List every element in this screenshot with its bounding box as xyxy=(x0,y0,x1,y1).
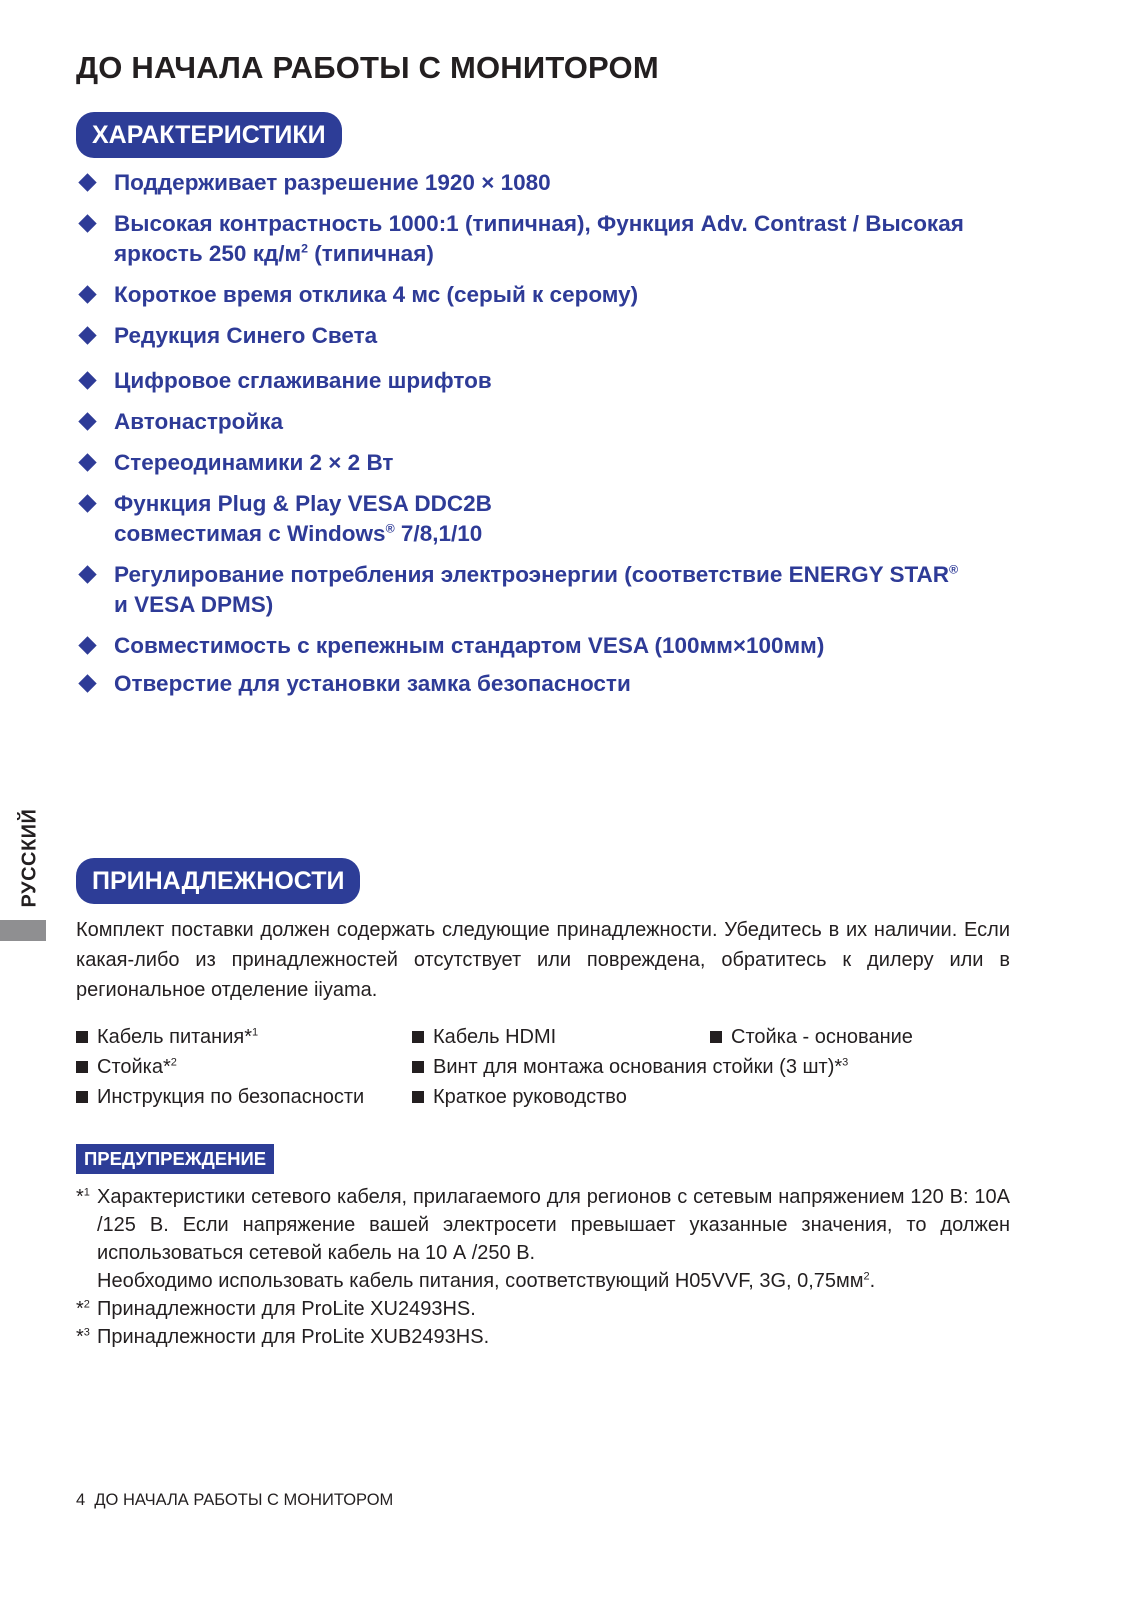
feature-item xyxy=(78,209,1038,269)
footnote-marker: *$^2$ xyxy=(76,1298,90,1320)
diamond-bullet-icon xyxy=(78,214,96,232)
feature-text: Поддерживает разрешение 1920 × 1080 xyxy=(114,170,551,195)
footnote-1 xyxy=(76,1183,1010,1295)
diamond-bullet-icon xyxy=(78,636,96,654)
accessory-item: Кабель питания*$^1$ xyxy=(76,1022,258,1052)
square-bullet-icon xyxy=(76,1091,88,1103)
square-bullet-icon xyxy=(412,1091,424,1103)
footnote-extra: Необходимо использовать кабель питания, соответствующий H05VVF, 3G, $0,75мм^2$. xyxy=(97,1270,876,1292)
feature-text: Высокая контрастность 1000:1 (типичная), Функция Adv. Contrast / Высокая xyxy=(114,211,964,236)
feature-text: Автонастройка xyxy=(114,409,283,434)
feature-text: Цифровое сглаживание шрифтов xyxy=(114,368,492,393)
language-tab-label: РУССКИЙ xyxy=(18,808,41,907)
feature-text: Регулирование потребления электроэнергии (соответствие ENERGY STAR® xyxy=(114,562,959,587)
footer-title: ДО НАЧАЛА РАБОТЫ С МОНИТОРОМ xyxy=(94,1491,394,1509)
accessory-item: Кабель HDMI xyxy=(412,1022,556,1052)
language-tab xyxy=(10,800,50,915)
warning-label: ПРЕДУПРЕЖДЕНИЕ xyxy=(76,1144,274,1174)
diamond-bullet-icon xyxy=(78,412,96,430)
accessory-item: Винт для монтажа основания стойки (3 шт)*$^3$ xyxy=(412,1052,848,1082)
footnote-text: Характеристики сетевого кабеля, прилагаемого для регионов с сетевым напряжением 120 В: 10А /125 В. Если напряжение вашей электросети превышает указанные значения, то должен использоваться сетевой кабель на 10 А /250 В. xyxy=(97,1186,1010,1264)
accessories-intro: Комплект поставки должен содержать следующие принадлежности. Убедитесь в их наличии. Если какая-либо из принадлежностей отсутствует или повреждена, обратитесь к дилеру или в региональное отделение iiyama. xyxy=(76,919,1010,1001)
diamond-bullet-icon xyxy=(78,371,96,389)
accessory-item: Стойка - основание xyxy=(710,1022,913,1052)
feature-item xyxy=(78,560,1038,620)
footnote-3 xyxy=(76,1323,1010,1351)
square-bullet-icon xyxy=(412,1031,424,1043)
language-tab-bar xyxy=(0,920,46,941)
feature-item xyxy=(78,280,1038,310)
feature-text-line2: совместимая с Windows® 7/8,1/10 xyxy=(114,521,483,546)
diamond-bullet-icon xyxy=(78,453,96,471)
feature-text: Отверстие для установки замка безопасности xyxy=(114,671,631,696)
accessories-heading: ПРИНАДЛЕЖНОСТИ xyxy=(76,858,360,904)
footnote-text: Принадлежности для ProLite XUB2493HS. xyxy=(97,1326,490,1348)
accessory-item: Стойка*$^2$ xyxy=(76,1052,177,1082)
square-bullet-icon xyxy=(412,1061,424,1073)
feature-item xyxy=(78,448,1038,478)
feature-item xyxy=(78,669,1038,699)
feature-text: Совместимость с крепежным стандартом VESA (100мм×100мм) xyxy=(114,633,825,658)
feature-text-line2: яркость 250 $кд/м^2$ (типичная) xyxy=(114,241,434,266)
feature-text-line2: и VESA DPMS) xyxy=(114,592,274,617)
accessory-item: Инструкция по безопасности xyxy=(76,1082,364,1112)
feature-item xyxy=(78,407,1038,437)
accessories-list xyxy=(76,1022,1026,1117)
feature-text: Стереодинамики 2 × 2 Вт xyxy=(114,450,394,475)
footnote-marker: *$^1$ xyxy=(76,1186,90,1208)
diamond-bullet-icon xyxy=(78,674,96,692)
square-bullet-icon xyxy=(710,1031,722,1043)
page-title: ДО НАЧАЛА РАБОТЫ С МОНИТОРОМ xyxy=(76,50,659,85)
square-bullet-icon xyxy=(76,1031,88,1043)
diamond-bullet-icon xyxy=(78,285,96,303)
feature-text: Короткое время отклика 4 мс (серый к серому) xyxy=(114,282,639,307)
footnote-text: Принадлежности для ProLite XU2493HS. xyxy=(97,1298,476,1320)
diamond-bullet-icon xyxy=(78,326,96,344)
feature-item xyxy=(78,631,1038,661)
diamond-bullet-icon xyxy=(78,565,96,583)
feature-item xyxy=(78,489,1038,549)
diamond-bullet-icon xyxy=(78,173,96,191)
square-bullet-icon xyxy=(76,1061,88,1073)
footnote-marker: *$^3$ xyxy=(76,1326,90,1348)
feature-item xyxy=(78,321,1038,351)
feature-item xyxy=(78,168,1038,198)
feature-text: Функция Plug & Play VESA DDC2B xyxy=(114,491,492,516)
accessory-item: Краткое руководство xyxy=(412,1082,627,1112)
footnote-2 xyxy=(76,1295,1010,1323)
feature-item xyxy=(78,366,1038,396)
features-heading: ХАРАКТЕРИСТИКИ xyxy=(76,112,342,158)
diamond-bullet-icon xyxy=(78,494,96,512)
feature-text: Редукция Синего Света xyxy=(114,323,378,348)
page-footer xyxy=(76,1491,393,1510)
page-number: 4 xyxy=(76,1491,86,1509)
